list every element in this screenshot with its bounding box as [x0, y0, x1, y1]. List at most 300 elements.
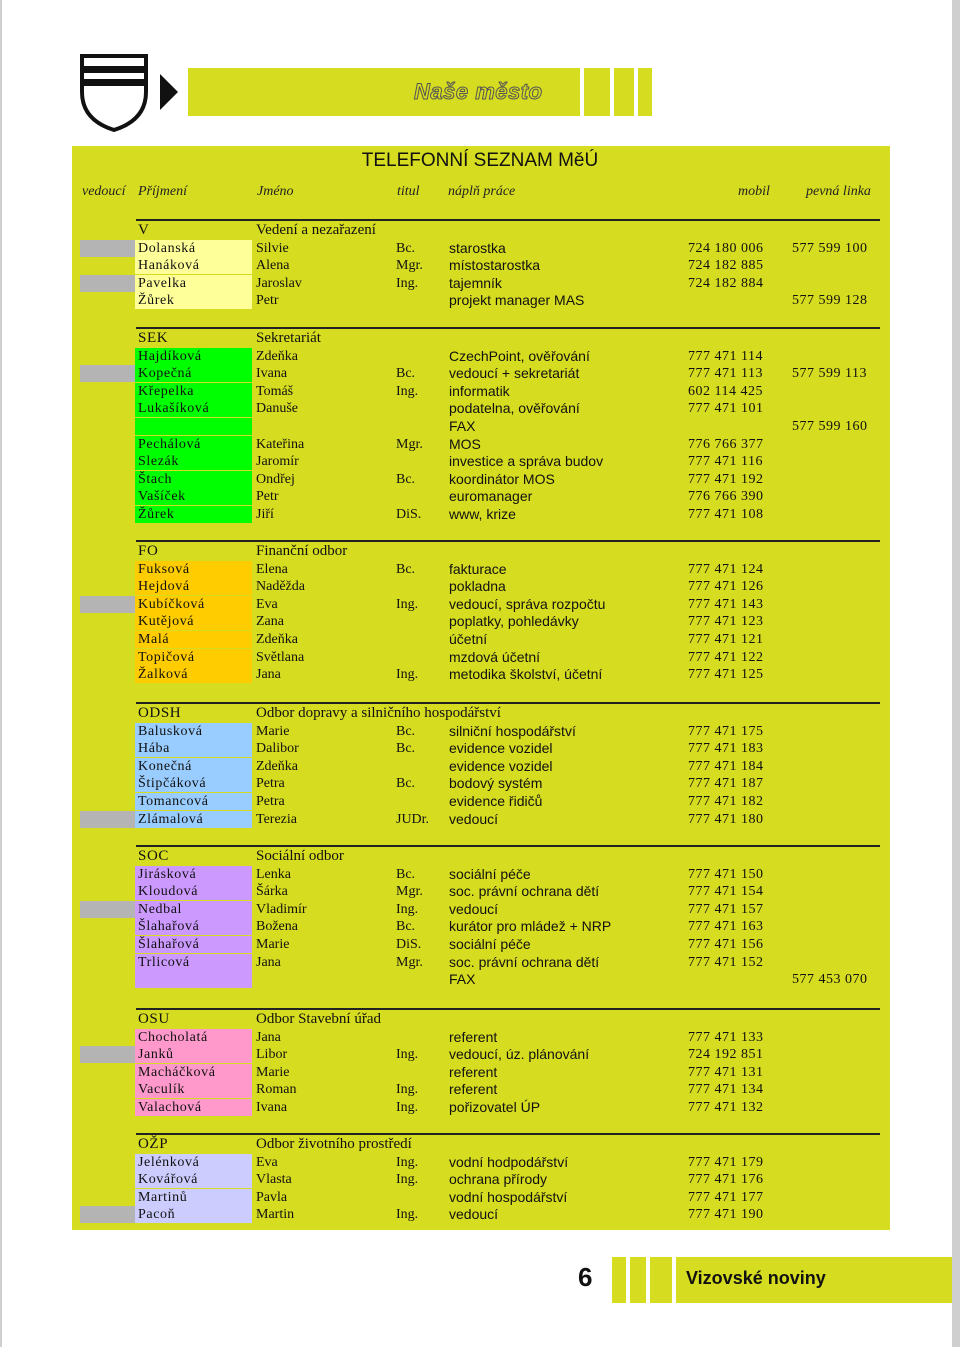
landline-cell — [792, 901, 882, 918]
job-cell: poplatky, pohledávky — [449, 613, 579, 630]
mobile-cell: 777 471 124 — [688, 561, 764, 577]
mobile-cell: 776 766 377 — [688, 436, 764, 452]
title-cell — [396, 578, 446, 595]
title-cell: Ing. — [396, 1207, 419, 1223]
table-row — [80, 723, 880, 740]
mobile-cell: 724 182 884 — [688, 275, 764, 291]
title-cell — [396, 453, 446, 470]
section-divider — [136, 702, 880, 704]
first-name-cell: Vlasta — [256, 1172, 292, 1188]
section-header — [80, 848, 880, 865]
table-row — [80, 578, 880, 595]
header-bar-stripe-1 — [584, 68, 610, 116]
title-cell: Bc. — [396, 741, 416, 757]
first-name-cell: Světlana — [256, 649, 305, 665]
surname-cell: Lukašíková — [135, 400, 252, 417]
job-cell: evidence vozidel — [449, 757, 553, 774]
mobile-cell: 777 471 131 — [688, 1064, 764, 1080]
landline-cell — [792, 275, 882, 292]
title-cell — [396, 649, 446, 666]
title-cell — [396, 971, 446, 988]
landline-cell — [792, 1046, 882, 1063]
job-cell: MOS — [449, 435, 481, 452]
surname-cell: Malá — [135, 631, 252, 648]
mobile-cell: 777 471 192 — [688, 471, 764, 487]
table-row — [80, 1154, 880, 1171]
section-header — [80, 1136, 880, 1153]
title-cell: Ing. — [396, 596, 419, 612]
landline-cell — [792, 596, 882, 613]
head-marker — [80, 901, 135, 918]
section-code: OSU — [138, 1011, 170, 1027]
first-name-cell: Zdeňka — [256, 632, 298, 647]
job-cell: informatik — [449, 382, 510, 399]
first-name-cell: Jana — [256, 1029, 281, 1045]
surname-cell: Pacoň — [135, 1206, 252, 1223]
job-cell: sociální péče — [449, 936, 531, 952]
mobile-cell — [688, 971, 774, 988]
head-marker — [80, 275, 135, 292]
job-cell: referent — [449, 1063, 498, 1080]
section-name: Odbor Stavební úřad — [256, 1011, 381, 1027]
table-row — [80, 758, 880, 775]
landline-cell — [792, 1206, 882, 1223]
first-name-cell: Marie — [256, 937, 290, 952]
section-header — [80, 543, 880, 560]
title-cell: Ing. — [396, 1100, 419, 1115]
job-cell: vedoucí + sekretariát — [449, 365, 580, 382]
section-code: SEK — [138, 330, 169, 346]
mobile-cell — [688, 418, 774, 435]
job-cell: referent — [449, 1028, 498, 1045]
landline-cell — [792, 1099, 882, 1116]
col-header-jmeno: Jméno — [257, 184, 294, 199]
surname-cell: Žůrek — [135, 506, 252, 523]
table-row — [80, 596, 880, 613]
surname-cell — [135, 971, 252, 988]
mobile-cell: 777 471 114 — [688, 348, 763, 364]
table-row — [80, 400, 880, 417]
document-title: TELEFONNÍ SEZNAM MěÚ — [361, 150, 599, 171]
surname-cell: Žalková — [135, 666, 252, 683]
title-cell — [396, 1064, 446, 1081]
job-cell: podatelna, ověřování — [449, 400, 580, 417]
mobile-cell: 777 471 152 — [688, 954, 764, 970]
right-frame — [952, 0, 960, 1347]
landline-cell — [792, 883, 882, 900]
mobile-cell: 777 471 154 — [688, 884, 764, 900]
table-row — [80, 383, 880, 400]
first-name-cell: Elena — [256, 561, 288, 577]
table-row — [80, 740, 880, 757]
section-divider — [136, 327, 880, 329]
table-row — [80, 883, 880, 900]
surname-cell: Martinů — [135, 1189, 252, 1206]
title-cell: Ing. — [396, 275, 419, 291]
title-cell — [396, 1189, 446, 1206]
footer-stripe-1 — [612, 1257, 626, 1303]
job-cell: vedoucí — [449, 1206, 499, 1223]
first-name-cell: Silvie — [256, 240, 289, 256]
title-cell: Bc. — [396, 723, 416, 739]
landline-cell — [792, 1029, 882, 1046]
section-code: OŽP — [138, 1136, 169, 1152]
landline-cell — [792, 613, 882, 630]
surname-cell: Štipčáková — [135, 775, 252, 792]
landline-cell — [792, 1081, 882, 1098]
mobile-cell: 777 471 113 — [688, 366, 763, 382]
landline-cell — [792, 631, 882, 648]
job-cell: FAX — [449, 971, 476, 988]
landline-cell — [792, 1171, 882, 1188]
landline-cell — [792, 740, 882, 757]
first-name-cell: Roman — [256, 1082, 297, 1098]
landline-cell — [792, 400, 882, 417]
landline-cell — [792, 793, 882, 810]
landline-cell — [792, 1064, 882, 1081]
mobile-cell: 777 471 133 — [688, 1029, 764, 1045]
col-header-pevna-linka: pevná linka — [806, 184, 871, 199]
title-cell: Ing. — [396, 1154, 419, 1170]
title-cell: Bc. — [396, 919, 416, 935]
mobile-cell: 777 471 116 — [688, 454, 763, 470]
surname-cell: Hába — [135, 740, 252, 757]
mobile-cell: 777 471 184 — [688, 758, 764, 774]
landline-cell — [792, 723, 882, 740]
table-row — [80, 811, 880, 828]
title-cell — [396, 400, 446, 417]
col-header-napln: náplň práce — [448, 184, 516, 199]
mobile-cell: 777 471 183 — [688, 741, 764, 757]
surname-cell — [135, 418, 252, 435]
section-code: ODSH — [138, 705, 182, 721]
first-name-cell: Eva — [256, 596, 278, 612]
table-row — [80, 666, 880, 683]
first-name-cell: Alena — [256, 258, 290, 274]
section-brand: Naše město — [414, 79, 543, 104]
mobile-cell: 777 471 125 — [688, 667, 764, 683]
table-row — [80, 613, 880, 630]
title-cell: Mgr. — [396, 436, 423, 452]
job-cell: evidence řidičů — [449, 793, 543, 809]
surname-cell: Kutějová — [135, 613, 252, 630]
landline-cell — [792, 348, 882, 365]
landline-cell — [792, 506, 882, 523]
surname-cell: Hejdová — [135, 578, 252, 595]
mobile-cell: 777 471 156 — [688, 937, 764, 952]
surname-cell: Štach — [135, 471, 252, 488]
table-row — [80, 506, 880, 523]
landline-cell: 577 599 128 — [792, 293, 868, 309]
table-row — [80, 649, 880, 666]
surname-cell: Janků — [135, 1046, 252, 1063]
surname-cell: Pavelka — [135, 275, 252, 292]
title-cell: Ing. — [396, 1082, 419, 1098]
first-name-cell: Ondřej — [256, 471, 295, 487]
title-cell: Bc. — [396, 366, 416, 382]
landline-cell — [792, 666, 882, 683]
title-cell: Ing. — [396, 667, 419, 683]
mobile-cell: 777 471 175 — [688, 723, 764, 739]
head-marker — [80, 1046, 135, 1063]
title-cell: Ing. — [396, 901, 419, 917]
job-cell: vedoucí — [449, 900, 499, 917]
header-bar-stripe-2 — [614, 68, 634, 116]
first-name-cell: Ivana — [256, 366, 288, 382]
mobile-cell: 777 471 150 — [688, 866, 764, 882]
first-name-cell: Marie — [256, 723, 290, 739]
landline-cell — [792, 811, 882, 828]
surname-cell: Šlahařová — [135, 936, 252, 953]
first-name-cell: Tomáš — [256, 383, 294, 399]
title-cell — [396, 348, 446, 365]
mobile-cell: 777 471 123 — [688, 614, 764, 630]
section-name: Odbor životního prostředí — [256, 1136, 412, 1152]
newspaper-title: Vizovské noviny — [686, 1268, 826, 1288]
first-name-cell: Ivana — [256, 1100, 288, 1115]
job-cell: kurátor pro mládež + NRP — [449, 918, 612, 935]
first-name-cell: Libor — [256, 1047, 288, 1063]
table-row — [80, 1099, 880, 1116]
table-row — [80, 866, 880, 883]
job-cell: metodika školství, účetní — [449, 666, 603, 683]
job-cell: fakturace — [449, 560, 507, 577]
surname-cell: Dolanská — [135, 240, 252, 257]
landline-cell — [792, 257, 882, 274]
section-name: Finanční odbor — [256, 543, 348, 559]
title-cell: Bc. — [396, 561, 416, 577]
title-cell — [396, 758, 446, 775]
mobile-cell: 776 766 390 — [688, 489, 764, 505]
table-row — [80, 292, 880, 309]
job-cell: vedoucí, správa rozpočtu — [449, 595, 606, 612]
surname-cell: Kubíčková — [135, 596, 252, 613]
job-cell: soc. právní ochrana dětí — [449, 953, 600, 970]
surname-cell: Křepelka — [135, 383, 252, 400]
table-row — [80, 1171, 880, 1188]
head-marker — [80, 811, 135, 828]
first-name-cell: Jana — [256, 954, 281, 970]
mobile-cell: 777 471 177 — [688, 1189, 764, 1205]
table-row — [80, 631, 880, 648]
table-row — [80, 488, 880, 505]
town-coat-of-arms-icon — [78, 52, 150, 132]
first-name-cell: Petr — [256, 489, 279, 505]
title-cell — [396, 631, 446, 648]
job-cell: tajemník — [449, 274, 502, 291]
first-name-cell: Petra — [256, 794, 285, 809]
first-name-cell: Jaromír — [256, 454, 299, 470]
landline-cell — [792, 649, 882, 666]
job-cell: starostka — [449, 239, 506, 256]
surname-cell: Hajdíková — [135, 348, 252, 365]
job-cell: účetní — [449, 631, 488, 647]
mobile-cell: 777 471 157 — [688, 901, 764, 917]
landline-cell: 577 453 070 — [792, 972, 868, 988]
landline-cell — [792, 436, 882, 453]
surname-cell: Kovářová — [135, 1171, 252, 1188]
first-name-cell: Božena — [256, 919, 298, 935]
table-row — [80, 954, 880, 971]
mobile-cell: 777 471 180 — [688, 811, 764, 827]
surname-cell: Zlámalová — [135, 811, 252, 828]
col-header-vedouci: vedoucí — [82, 184, 126, 199]
title-cell: Bc. — [396, 776, 416, 792]
landline-cell — [792, 453, 882, 470]
title-cell — [396, 488, 446, 505]
table-row — [80, 1081, 880, 1098]
section-code: SOC — [138, 848, 169, 864]
title-cell — [396, 613, 446, 630]
table-row — [80, 936, 880, 953]
job-cell: sociální péče — [449, 865, 531, 882]
footer-stripe-2 — [630, 1257, 646, 1303]
surname-cell: Slezák — [135, 453, 252, 470]
mobile-cell: 777 471 179 — [688, 1154, 764, 1170]
title-cell: JUDr. — [396, 811, 430, 827]
table-row — [80, 1029, 880, 1046]
first-name-cell — [256, 418, 396, 435]
section-header — [80, 330, 880, 347]
first-name-cell: Dalibor — [256, 741, 299, 757]
table-row — [80, 471, 880, 488]
job-cell: vedoucí — [449, 810, 499, 827]
first-name-cell: Naděžda — [256, 579, 305, 595]
table-row — [80, 1064, 880, 1081]
head-marker — [80, 240, 135, 257]
table-row — [80, 275, 880, 292]
landline-cell — [792, 758, 882, 775]
surname-cell: Tomancová — [135, 793, 252, 810]
job-cell: koordinátor MOS — [449, 470, 555, 487]
title-cell: Ing. — [396, 383, 419, 399]
job-cell: referent — [449, 1081, 498, 1098]
mobile-cell: 777 471 132 — [688, 1100, 764, 1115]
first-name-cell: Zdeňka — [256, 758, 298, 774]
surname-cell: Trlicová — [135, 954, 252, 971]
table-row — [80, 436, 880, 453]
surname-cell: Topičová — [135, 649, 252, 666]
job-cell: CzechPoint, ověřování — [449, 347, 590, 364]
first-name-cell: Jiří — [256, 507, 274, 522]
mobile-cell: 777 471 126 — [688, 579, 764, 595]
mobile-cell: 777 471 182 — [688, 794, 764, 809]
landline-cell: 577 599 113 — [792, 366, 867, 382]
job-cell: FAX — [449, 418, 476, 434]
landline-cell — [792, 1154, 882, 1171]
title-cell: DiS. — [396, 937, 422, 952]
first-name-cell: Kateřina — [256, 436, 305, 452]
first-name-cell: Vladimír — [256, 901, 307, 917]
header-bar-stripe-3 — [638, 68, 652, 116]
landline-cell — [792, 1189, 882, 1206]
job-cell: pořizovatel ÚP — [449, 1099, 541, 1115]
title-cell — [396, 1029, 446, 1046]
landline-cell — [792, 383, 882, 400]
surname-cell: Balusková — [135, 723, 252, 740]
section-header — [80, 222, 880, 239]
surname-cell: Valachová — [135, 1099, 252, 1116]
mobile-cell: 602 114 425 — [688, 383, 763, 399]
head-marker — [80, 596, 135, 613]
table-row — [80, 257, 880, 274]
landline-cell: 577 599 100 — [792, 240, 868, 256]
job-cell: silniční hospodářství — [449, 722, 576, 739]
first-name-cell: Zdeňka — [256, 348, 298, 364]
mobile-cell: 777 471 187 — [688, 776, 764, 792]
surname-cell: Hanáková — [135, 257, 252, 274]
table-row — [80, 418, 880, 435]
surname-cell: Vašíček — [135, 488, 252, 505]
section-divider — [136, 219, 880, 221]
job-cell: ochrana přírody — [449, 1171, 548, 1188]
table-row — [80, 365, 880, 382]
title-cell: Bc. — [396, 471, 416, 487]
first-name-cell: Pavla — [256, 1189, 288, 1205]
mobile-cell: 724 180 006 — [688, 240, 764, 256]
job-cell: pokladna — [449, 578, 506, 595]
surname-cell: Kopečná — [135, 365, 252, 382]
mobile-cell: 777 471 108 — [688, 507, 764, 522]
title-cell: DiS. — [396, 507, 422, 522]
job-cell: www, krize — [449, 506, 516, 522]
title-cell: Ing. — [396, 1172, 419, 1188]
landline-cell — [792, 936, 882, 953]
mobile-cell — [688, 292, 774, 309]
job-cell: bodový systém — [449, 775, 543, 792]
job-cell: euromanager — [449, 488, 533, 505]
landline-cell — [792, 488, 882, 505]
first-name-cell — [256, 971, 396, 988]
table-row — [80, 240, 880, 257]
head-marker — [80, 1206, 135, 1223]
job-cell: investice a správa budov — [449, 453, 604, 470]
landline-cell — [792, 561, 882, 578]
col-header-titul: titul — [397, 184, 420, 199]
first-name-cell: Eva — [256, 1154, 278, 1170]
head-marker — [80, 365, 135, 382]
section-header — [80, 1011, 880, 1028]
title-cell — [396, 793, 446, 810]
surname-cell: Žůrek — [135, 292, 252, 309]
section-divider — [136, 845, 880, 847]
mobile-cell: 777 471 122 — [688, 649, 764, 665]
title-cell: Mgr. — [396, 954, 423, 970]
first-name-cell: Martin — [256, 1207, 295, 1223]
surname-cell: Šlahařová — [135, 918, 252, 935]
mobile-cell: 777 471 101 — [688, 401, 764, 417]
section-divider — [136, 1008, 880, 1010]
mobile-cell: 777 471 176 — [688, 1172, 764, 1188]
title-cell: Ing. — [396, 1047, 419, 1063]
table-row — [80, 918, 880, 935]
landline-cell — [792, 866, 882, 883]
job-cell: vodní hodpodářství — [449, 1153, 569, 1170]
table-row — [80, 1189, 880, 1206]
mobile-cell: 777 471 163 — [688, 919, 764, 935]
mobile-cell: 724 182 885 — [688, 258, 764, 274]
arrow-right-icon — [160, 68, 180, 116]
job-cell: evidence vozidel — [449, 740, 553, 757]
section-name: Odbor dopravy a silničního hospodářství — [256, 705, 501, 721]
table-row — [80, 1206, 880, 1223]
table-row — [80, 348, 880, 365]
surname-cell: Chocholatá — [135, 1029, 252, 1046]
title-cell — [396, 292, 446, 309]
surname-cell: Nedbal — [135, 901, 252, 918]
title-cell — [396, 418, 446, 435]
section-name: Vedení a nezařazení — [256, 222, 376, 238]
